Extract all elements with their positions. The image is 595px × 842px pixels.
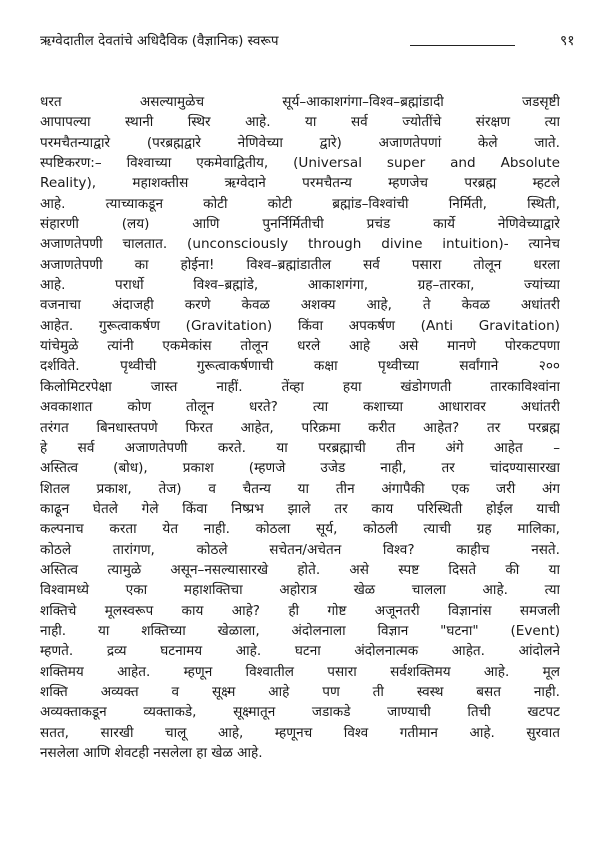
- text-line: अजाणतेपणी का होईना! विश्व–ब्रह्मांडातील सर्व पसारा तोलून धरला: [40, 256, 560, 273]
- text-line: अस्तित्व त्यामुळे असून–नसल्यासारखे होते. असे स्पष्ट दिसते की या: [40, 561, 560, 578]
- text-line: सतत, सारखी चालू आहे, म्हणूनच विश्व गतीमान आहे. सुरवात: [40, 724, 560, 741]
- text-line: शक्तिचे मूलस्वरूप काय आहे? ही गोष्ट अजूनतरी विज्ञानांस समजली: [40, 602, 560, 619]
- text-line: नाही. या शक्तिच्या खेळाला, अंदोलनाला विज्ञान "घटना" (Event): [40, 622, 560, 639]
- text-line: अवकाशात कोण तोलून धरते? त्या कशाच्या आधारावर अधांतरी: [40, 399, 560, 416]
- text-line: आहे. परार्धो विश्व–ब्रह्मांडे, आकाशगंगा, ग्रह–तारका, ज्यांच्या: [40, 277, 560, 294]
- text-line: शक्तिमय आहेत. म्हणून विश्वातील पसारा सर्वशक्तिमय आहे. मूल: [40, 663, 560, 680]
- text-line: नसलेला आणि शेवटही नसलेला हा खेळ आहे.: [40, 745, 263, 761]
- text-line: तरंगत बिनधास्तपणे फिरत आहेत, परिक्रमा करीत आहेत? तर परब्रह्म: [40, 419, 560, 436]
- text-line: हे सर्व अजाणतेपणी करते. या परब्रह्माची तीन अंगे आहेत –: [40, 439, 560, 456]
- text-line: धरत असल्यामुळेच सूर्य–आकाशगंगा–विश्व–ब्रह्मांडादी जडसृष्टी: [40, 94, 560, 110]
- text-line: किलोमिटरपेक्षा जास्त नाहीं. तेंव्हा हया खंडोगणती तारकाविश्वांना: [40, 378, 560, 395]
- text-line: कल्पनाच करता येत नाही. कोठला सूर्य, कोठली त्याची ग्रह मालिका,: [40, 521, 560, 538]
- header-rule: [410, 45, 515, 46]
- text-line: संहारणी (लय) आणि पुनर्निर्मितीची प्रचंड कार्ये नेणिवेच्याद्वारे: [40, 216, 560, 233]
- text-line: वजनाचा अंदाजही करणे केवळ अशक्य आहे, ते केवळ अधांतरी: [40, 297, 560, 314]
- text-line: दर्शविते. पृथ्वीची गुरूत्वाकर्षणाची कक्षा पृथ्वीच्या सर्वांगाने २००: [40, 358, 560, 375]
- text-line: कोठले तारांगण, कोठले सचेतन/अचेतन विश्व? काहीच नसते.: [40, 541, 560, 558]
- text-line: आपापल्या स्थानी स्थिर आहे. या सर्व ज्योतींचे संरक्षण त्या: [40, 114, 560, 131]
- text-line: परमचैतन्याद्वारे (परब्रह्मद्वारे नेणिवेच्या द्वारे) अजाणतेपणां केले जाते.: [40, 134, 560, 151]
- text-line: आहे. त्याच्याकडून कोटी कोटी ब्रह्मांड–विश्वांची निर्मिती, स्थिती,: [40, 195, 560, 212]
- text-line: Reality), महाशक्तीस ऋग्वेदाने परमचैतन्य म्हणजेच परब्रह्म म्हटले: [40, 175, 560, 192]
- body-text: [40, 92, 560, 763]
- text-line: यांचेमुळे त्यांनी एकमेकांस तोलून धरले आहे असे मानणे पोरकटपणा: [40, 338, 560, 355]
- text-line: विश्वामध्ये एका महाशक्तिचा अहोरात्र खेळ चालला आहे. त्या: [40, 582, 560, 599]
- page-number: ९१: [560, 33, 575, 49]
- text-line: शितल प्रकाश, तेज) व चैतन्य या तीन अंगापैकी एक जरी अंग: [40, 480, 560, 497]
- running-header: [40, 30, 575, 54]
- text-line: म्हणते. द्रव्य घटनामय आहे. घटना अंदोलनात्मक आहेत. आंदोलने: [40, 643, 560, 660]
- text-line: शक्ति अव्यक्त व सूक्ष्म आहे पण ती स्वस्थ बसत नाही.: [40, 683, 560, 700]
- text-line: काढून घेतले गेले किंवा निष्प्रभ झाले तर काय परिस्थिती होईल याची: [40, 500, 560, 517]
- header-title: ऋग्वेदातील देवतांचे अधिदैविक (वैज्ञानिक) स्वरूप: [40, 33, 279, 49]
- text-line: अस्तित्व (बोध), प्रकाश (म्हणजे उजेड नाही, तर चांदण्यासारखा: [40, 460, 560, 477]
- text-line: स्पष्टिकरण:– विश्वाच्या एकमेवाद्वितीय, (Universal super and Absolute: [40, 155, 560, 172]
- text-line: अजाणतेपणी चालतात. (unconsciously through divine intuition)- त्यानेच: [40, 236, 560, 253]
- text-line: अव्यक्ताकडून व्यक्ताकडे, सूक्ष्मातून जडाकडे जाण्याची तिची खटपट: [40, 704, 560, 721]
- text-line: आहेत. गुरूत्वाकर्षण (Gravitation) किंवा अपकर्षण (Anti Gravitation): [40, 317, 560, 334]
